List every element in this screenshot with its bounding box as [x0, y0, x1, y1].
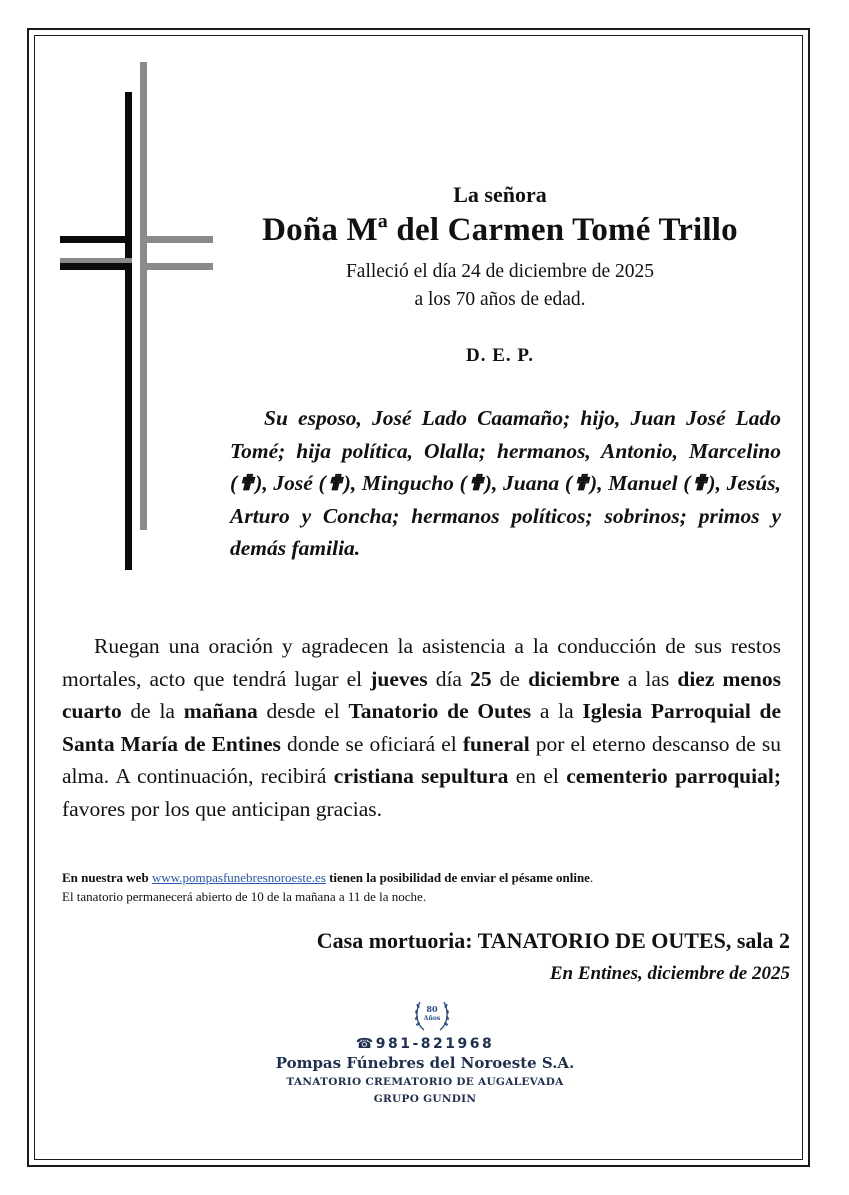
family-text: ), Mingucho (	[343, 471, 467, 495]
ceremony-text: a la	[531, 699, 583, 724]
crematorio-name: TANATORIO CREMATORIO DE AUGALEVADA	[286, 1076, 564, 1088]
ceremony-text: por el eterno descanso de su alma. A continuación, recibirá	[62, 731, 781, 789]
ceremony-highlight: cementerio parroquial;	[566, 764, 781, 789]
ceremony-text: día	[427, 666, 471, 691]
death-info	[230, 258, 770, 314]
ceremony-paragraph	[62, 630, 781, 826]
ceremony-highlight: funeral	[462, 731, 530, 756]
intro-text: La señora	[453, 182, 547, 207]
family-text: ), José (	[255, 471, 326, 495]
logo-number: 80	[426, 1004, 438, 1014]
family-text: Su esposo, José Lado Caamaño; hijo, Juan José Lado Tomé; hija política, Olalla; hermanos, Antonio, Marcelino (	[230, 406, 781, 495]
dateline: En Entines, diciembre de 2025	[549, 963, 790, 984]
deceased-cross-icon: ✟	[690, 471, 709, 495]
ceremony-text: de la	[121, 699, 184, 724]
family-list	[230, 402, 781, 565]
dep-text: D. E. P.	[465, 345, 534, 366]
ceremony-text: donde se oficiará el	[280, 731, 463, 756]
hours-note: El tanatorio permanecerá abierto de 10 de la mañana a 11 de la noche.	[62, 889, 427, 904]
funeral-home: Casa mortuoria: TANATORIO DE OUTES, sala 2	[316, 928, 790, 953]
ceremony-text: Ruegan una oración y agradecen la asistencia a la conducción de sus restos mortales, acto que tendrá lugar el	[62, 634, 781, 691]
group-name: GRUPO GUNDIN	[373, 1093, 477, 1105]
web-note	[62, 869, 781, 886]
age-line: a los 70 años de edad.	[414, 289, 586, 310]
deceased-cross-icon: ✟	[237, 471, 256, 495]
logo-years: Años	[423, 1015, 441, 1022]
family-text: ), Juana (	[484, 471, 573, 495]
ceremony-highlight: cristiana sepultura	[333, 764, 509, 789]
ceremony-text: favores por los que anticipan gracias.	[62, 796, 382, 821]
website-link[interactable]: www.pompasfunebresnoroeste.es	[151, 870, 326, 885]
deceased-cross-icon: ✟	[572, 471, 591, 495]
ceremony-highlight: diez menos cuarto	[62, 666, 782, 724]
phone-icon: ☎	[355, 1036, 376, 1052]
ceremony-text: en el	[508, 764, 567, 789]
deceased-name: Doña Mª del Carmen Tomé Trillo	[262, 212, 738, 248]
phone-number: 981-821968	[375, 1036, 495, 1052]
anniversary-laurel-logo	[411, 994, 453, 1034]
phone-line	[225, 1036, 625, 1052]
ceremony-highlight: jueves	[370, 666, 428, 691]
ceremony-highlight: diciembre	[528, 666, 620, 691]
family-text: ), Manuel (	[590, 471, 691, 495]
ceremony-highlight: mañana	[183, 699, 258, 724]
ceremony-text: desde el	[257, 699, 349, 724]
deceased-cross-icon: ✟	[325, 471, 344, 495]
death-date: Falleció el día 24 de diciembre de 2025	[345, 261, 655, 282]
web-note-after: tienen la posibilidad de enviar el pésame online	[325, 870, 590, 885]
ceremony-highlight: Iglesia Parroquial de Santa María de Entines	[62, 699, 782, 756]
web-note-period: .	[589, 870, 594, 885]
web-note-before: En nuestra web	[62, 870, 152, 885]
deceased-cross-icon: ✟	[466, 471, 485, 495]
ceremony-text: de	[491, 666, 529, 691]
ceremony-text: a las	[619, 666, 678, 691]
cross-icon	[55, 60, 220, 575]
ceremony-highlight: Tanatorio de Outes	[348, 699, 532, 724]
ceremony-highlight: 25	[470, 666, 492, 691]
company-name: Pompas Fúnebres del Noroeste S.A.	[275, 1054, 575, 1072]
family-text: ), Jesús, Arturo y Concha; hermanos políticos; sobrinos; primos y demás familia.	[230, 471, 782, 560]
